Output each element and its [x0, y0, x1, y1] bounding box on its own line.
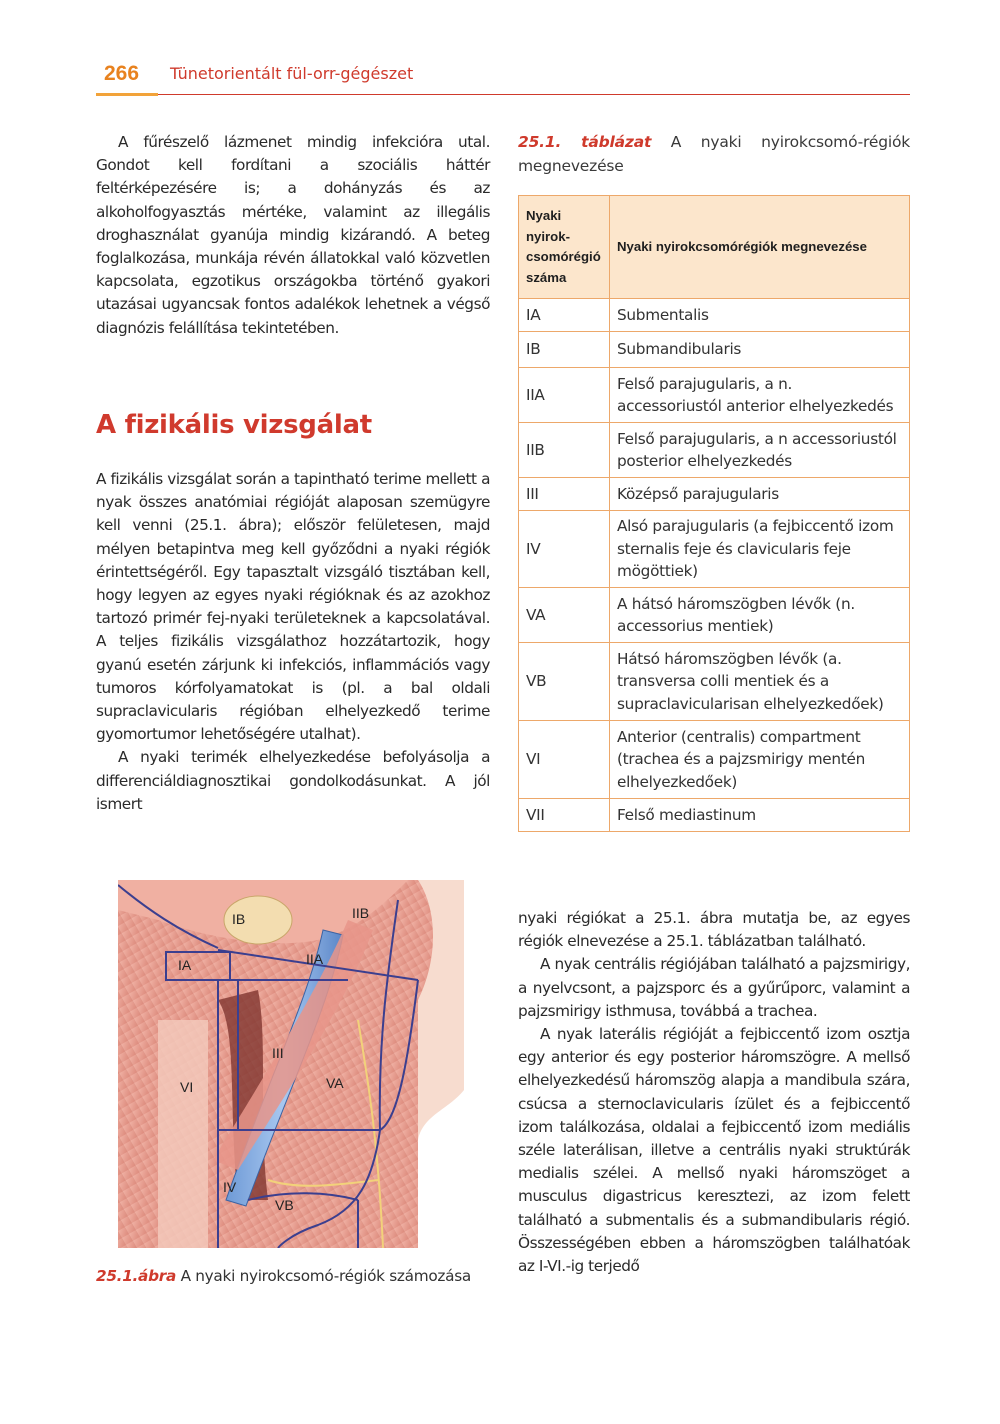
table-row [519, 643, 910, 721]
table-cell-name: Submandibularis [610, 332, 910, 368]
table-cell-level: VB [519, 643, 610, 721]
region-label-III: III [272, 1045, 284, 1061]
neck-lymph-region-illustration [118, 880, 464, 1248]
table-row [519, 721, 910, 799]
table-cell-name: Submentalis [610, 299, 910, 332]
page-number: 266 [104, 62, 140, 85]
section-paragraph: A fizikális vizsgálat során a tapintható terime mellett a nyak összes anatómiai régióját alaposan szemügyre kell venni (25.1. ábra); először felületesen, majd mélyen betapintva meg kell győződni a nyaki régiók érintettségéről. Egy tapasztalt vizsgáló tisztában kell, hogy legyen az egyes nyaki régióknak és az azokhoz tartozó primér fej-nyaki területeknek a kapcsolatával. A teljes fizikális vizsgálathoz hozzátartozik, hogy gyanú esetén zárjunk ki infekciós, inflammációs vagy tumoros kórfolyamatokat is (pl. a bal oldali supraclavicularis régióban elhelyezkedő terime gyomortumor lehetőségére utalhat). [96, 470, 490, 744]
table-cell-name: A hátsó háromszögben lévők (n. accessorius mentiek) [610, 588, 910, 643]
table-row [519, 588, 910, 643]
header-accent-bar [96, 93, 158, 96]
intro-paragraph: A fűrészelő lázmenet mindig infekcióra utal. Gondot kell fordítani a szociális háttér feltérképezésére is; a dohányzás és az alkoholfogyasztás mértéke, valamint az illegális droghasználat gyanúja mindig kizárandó. A beteg foglalkozása, munkája révén állatokkal való közvetlen kapcsolata, egzotikus országokba történő gyakori utazásai ugyancsak fontos adalékok lehetnek a végső diagnózis felállítása tekintetében. [96, 133, 490, 337]
table-cell-level: IV [519, 511, 610, 588]
table-cell-name: Felső parajugularis, a n. accessoriustól anterior elhelyezkedés [610, 368, 910, 423]
table-cell-name: Anterior (centralis) compartment (trachea és a pajzsmirigy mentén elhelyezkedőek) [610, 721, 910, 799]
figure-caption-text: A nyaki nyirokcsomó-régiók számozása [180, 1267, 471, 1285]
table-header-name: Nyaki nyirokcsomórégiók megnevezése [610, 196, 910, 299]
table-cell-level: VA [519, 588, 610, 643]
intro-text-block [96, 131, 490, 340]
section-title: A fizikális vizsgálat [96, 410, 372, 440]
right-paragraph: A nyak centrális régiójában található a pajzsmirigy, a nyelvcsont, a pajzsporc és a gyűrűporc, valamint a pajzsmirigy isthmusa, továbbá a trachea. [518, 955, 910, 1020]
table-row [519, 368, 910, 423]
table-row [519, 332, 910, 368]
lymph-node-table [518, 195, 910, 832]
table-cell-name: Középső parajugularis [610, 478, 910, 511]
table-cell-level: IIA [519, 368, 610, 423]
right-text-block [518, 907, 910, 1278]
table-header-level: Nyaki nyirok-csomórégió száma [519, 196, 610, 299]
table-cell-name: Felső mediastinum [610, 799, 910, 832]
region-label-IIB: IIB [352, 905, 370, 921]
table-row [519, 423, 910, 478]
trachea [158, 1020, 208, 1248]
right-paragraph: A nyak laterális régióját a fejbiccentő izom osztja egy anterior és egy posterior háromszögre. A mellső elhelyezkedésű háromszög alapja a mandibula szára, csúcsa a sternoclavicularis ízület és a fejbiccentő izom találkozása, oldalai a fejbiccentő izom mediális széle laterálisan, illetve a centrális nyaki struktúrák medialis szélei. A mellső nyaki háromszöget a musculus digastricus keresztezi, az izom felett található a submentalis és a submandibularis régió. Összességében ebben a háromszögben találhatóak az I-VI.-ig terjedő [518, 1025, 910, 1276]
right-paragraph: nyaki régiókat a 25.1. ábra mutatja be, az egyes régiók elnevezése a 25.1. táblázatban található. [518, 909, 910, 951]
table-header-row [519, 196, 910, 299]
region-label-IA: IA [178, 957, 192, 973]
table-caption [518, 130, 910, 178]
region-label-IB: IB [232, 911, 246, 927]
table-cell-level: III [519, 478, 610, 511]
table-cell-name: Felső parajugularis, a n accessoriustól posterior elhelyezkedés [610, 423, 910, 478]
region-label-IIA: IIA [306, 951, 324, 967]
figure-caption [96, 1267, 471, 1285]
table-row [519, 478, 910, 511]
table-cell-name: Alsó parajugularis (a fejbiccentő izom sternalis feje és clavicularis feje mögöttiek) [610, 511, 910, 588]
region-label-VA: VA [326, 1075, 344, 1091]
section-paragraph: A nyaki terimék elhelyezkedése befolyásolja a differenciáldiagnosztikai gondolkodásunkat. A jól ismert [96, 748, 490, 813]
region-label-VI: VI [180, 1079, 194, 1095]
table-caption-label: 25.1. táblázat [518, 133, 652, 151]
table-row [519, 299, 910, 332]
table-cell-level: IA [519, 299, 610, 332]
figure-caption-label: 25.1.ábra [96, 1267, 176, 1285]
region-label-IV: IV [223, 1179, 237, 1195]
table-cell-level: VII [519, 799, 610, 832]
table-row [519, 799, 910, 832]
table-caption-text: A nyaki nyirokcsomó-régiók megnevezése [518, 133, 911, 175]
table-cell-level: IIB [519, 423, 610, 478]
header-rule [96, 94, 910, 95]
region-label-VB: VB [275, 1197, 294, 1213]
table-row [519, 511, 910, 588]
table-cell-level: VI [519, 721, 610, 799]
table-cell-level: IB [519, 332, 610, 368]
table-cell-name: Hátsó háromszögben lévők (a. transversa colli mentiek és a supraclavicularisan elhelyezkedőek) [610, 643, 910, 721]
running-title: Tünetorientált fül-orr-gégészet [170, 64, 414, 83]
section-text-block [96, 468, 490, 816]
